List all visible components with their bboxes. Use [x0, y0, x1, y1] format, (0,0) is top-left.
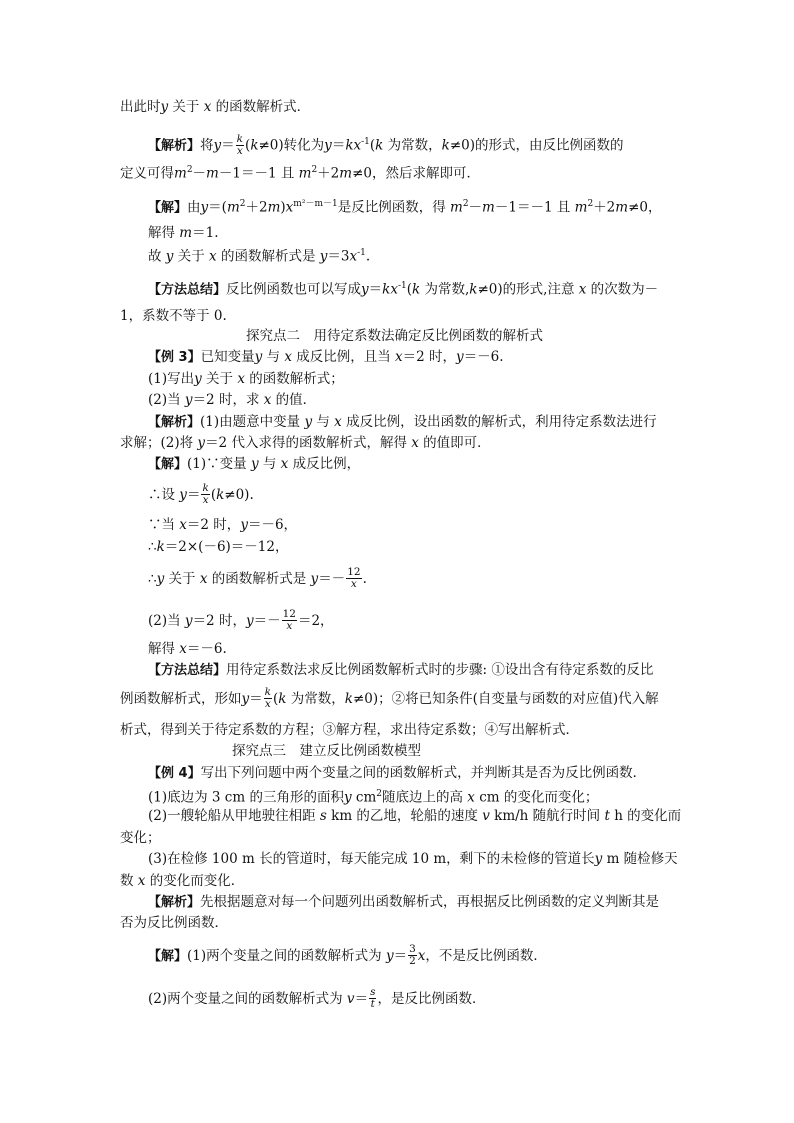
text-run: 先根据题意对每一个问题列出函数解析式，再根据反比例函数的定义判断其是: [200, 894, 660, 910]
section-heading: [246, 327, 543, 345]
text-run: m: [179, 225, 193, 241]
text-run: 析式，得到关于待定系数的方程；③解方程，求出待定系数；④写出解析式．: [120, 722, 579, 738]
text-run: 例函数解析式，形如: [120, 691, 242, 707]
text-run: m: [339, 165, 353, 182]
text-run: k: [250, 137, 259, 154]
text-run: y: [594, 851, 603, 867]
text-run: 反比例函数也可以写成: [226, 281, 362, 298]
text-run: 为常数,: [420, 281, 470, 298]
text-line: [148, 224, 219, 242]
text-run: 写出下列问题中两个变量之间的函数解析式，并判断其是否为反比例函数．: [200, 765, 647, 781]
text-run: ＝－: [318, 571, 346, 587]
text-run: y: [194, 371, 202, 387]
fraction-numerator: s: [370, 986, 376, 998]
superscript: 2: [311, 165, 318, 175]
text-run: 变化；: [120, 830, 161, 846]
text-line: [148, 484, 254, 507]
text-run: k: [216, 487, 225, 503]
text-run: (3)在检修 100 m 长的管道时，每天能完成 10 m，剩下的未检修的管道长: [148, 851, 595, 867]
text-line: [148, 807, 681, 825]
text-line: [148, 244, 370, 266]
text-run: km 的乙地，轮船的速度: [326, 808, 483, 824]
text-run: (1)底边为 3 cm 的三角形的面积: [148, 789, 344, 806]
text-run: m: [450, 199, 463, 216]
text-run: ＝3: [327, 248, 350, 265]
text-run: (2)当: [148, 392, 185, 408]
text-run: m 随检修天: [602, 851, 678, 867]
text-run: －1＝－1 且: [218, 165, 299, 182]
text-run: y: [160, 99, 169, 115]
label-bracket: 【解析】: [148, 895, 201, 910]
text-run: y: [310, 571, 319, 587]
text-run: 解得: [148, 641, 180, 657]
text-run: (: [406, 281, 413, 298]
text-run: y: [197, 435, 206, 451]
text-line: [148, 348, 504, 367]
text-run: ＋2: [593, 199, 616, 216]
text-run: y: [343, 789, 352, 806]
text-run: ＝－6，: [247, 517, 298, 533]
text-line: [120, 872, 244, 890]
text-run: ≠0)转化为: [258, 137, 325, 154]
text-run: kx: [382, 281, 398, 298]
fraction: [346, 567, 361, 590]
text-run: ＝1.: [192, 225, 219, 241]
label-bracket: 【解析】: [148, 415, 201, 430]
text-run: x: [467, 789, 475, 806]
text-run: km/h 随航行时间: [489, 808, 605, 824]
fraction: [201, 483, 209, 506]
fraction: [282, 609, 297, 632]
text-run: 关于: [201, 371, 238, 387]
text-run: ＝: [221, 137, 235, 154]
label-bracket: 【解】: [148, 949, 188, 964]
text-run: ＝2 时，: [402, 349, 457, 365]
text-line: [148, 277, 658, 300]
text-run: 关于: [168, 99, 204, 115]
text-run: 探究点二 用待定系数法确定反比例函数的解析式: [246, 328, 543, 344]
text-run: x: [349, 248, 358, 265]
text-run: 求解；(2)将: [120, 435, 198, 451]
text-line: [120, 829, 161, 847]
text-run: 用待定系数法求反比例函数解析式时的步骤: ①设出含有待定系数的反比: [226, 662, 654, 678]
text-run: 的函数解析式；: [244, 371, 344, 387]
fraction: [236, 134, 244, 157]
text-run: ＝(: [208, 199, 227, 216]
text-run: ∵当: [148, 517, 180, 533]
text-run: x: [280, 456, 289, 472]
text-run: y: [385, 948, 394, 964]
text-run: h 的变化而: [609, 808, 682, 824]
text-run: ＝2，: [297, 613, 334, 629]
text-run: ≠0，: [628, 199, 662, 216]
label-bracket: 【方法总结】: [148, 282, 227, 298]
section-heading: [232, 742, 421, 760]
text-run: (1)写出: [148, 371, 195, 387]
text-run: ＝: [368, 281, 383, 298]
text-run: ＝: [354, 991, 369, 1007]
text-run: 的值．: [271, 392, 317, 408]
text-run: ＝－6.: [463, 349, 504, 365]
fraction-denominator: 2: [409, 955, 416, 967]
text-run: m: [574, 199, 588, 216]
text-line: [120, 307, 227, 325]
text-run: 的值即可．: [418, 435, 491, 451]
text-run: ＝: [186, 487, 201, 503]
text-run: －: [192, 165, 207, 182]
text-run: 故: [148, 248, 166, 265]
fraction: [408, 944, 417, 967]
fraction-denominator: x: [264, 698, 271, 710]
text-run: ∴: [148, 539, 157, 555]
text-run: ＝2×(－6)＝－12，: [164, 539, 289, 555]
text-run: x: [411, 435, 419, 451]
text-line: [148, 893, 659, 912]
text-run: 的次数为－: [586, 281, 659, 298]
text-run: 1，系数不等于 0.: [120, 308, 227, 324]
text-run: ＝: [249, 691, 263, 707]
text-run: k: [441, 137, 450, 154]
fraction-numerator: k: [264, 686, 272, 698]
text-line: [148, 785, 598, 807]
text-run: cm 的变化而变化；: [474, 789, 599, 806]
text-run: k: [412, 281, 421, 298]
superscript: 2: [587, 199, 594, 209]
text-run: ＝2 时，: [186, 517, 241, 533]
text-run: －: [468, 199, 483, 216]
text-run: x: [417, 948, 426, 964]
text-line: [148, 413, 657, 432]
superscript: 2: [376, 789, 382, 799]
text-run: ≠0)；②将已知条件(自变量与函数的对应值)代入解: [352, 691, 659, 707]
text-run: 的函数解析式．: [211, 99, 311, 115]
text-run: x: [334, 414, 342, 430]
text-run: 成反比例，: [288, 456, 361, 472]
text-run: s: [319, 808, 327, 824]
text-run: y: [304, 414, 313, 430]
label-bracket: 【解】: [148, 457, 188, 472]
fraction-denominator: x: [350, 578, 357, 590]
text-run: 关于: [173, 248, 210, 265]
text-run: k: [344, 691, 353, 707]
fraction-numerator: k: [202, 482, 209, 494]
text-run: ≠0，然后求解即可．: [352, 165, 480, 182]
text-run: m: [226, 199, 240, 216]
text-run: 解得: [148, 225, 180, 241]
superscript: m²－m－1: [293, 199, 338, 209]
superscript: -1: [361, 137, 370, 147]
text-run: ∴设: [148, 487, 180, 503]
superscript: 2: [462, 199, 469, 209]
text-run: ≠0)的形式,注意: [477, 281, 579, 298]
text-run: (2)两个变量之间的函数解析式为: [148, 991, 347, 1007]
text-run: y: [361, 281, 369, 298]
text-run: ＝: [331, 137, 346, 154]
text-line: [148, 455, 360, 474]
fraction-numerator: 3: [409, 943, 416, 955]
superscript: 2: [186, 165, 193, 175]
text-line: [148, 850, 678, 868]
text-run: x: [203, 99, 212, 115]
text-run: k: [375, 137, 384, 154]
text-line: [148, 370, 344, 388]
text-line: [148, 945, 547, 968]
superscript: -1: [357, 248, 366, 258]
text-run: (: [210, 487, 217, 503]
label-bracket: 【解】: [148, 200, 188, 216]
text-run: y: [245, 613, 254, 629]
text-line: [148, 640, 227, 658]
text-run: y: [254, 349, 263, 365]
text-line: [120, 721, 579, 739]
text-line: [148, 538, 288, 556]
text-run: k: [469, 281, 478, 298]
text-line: [148, 764, 646, 783]
text-run: 将: [200, 137, 214, 154]
text-run: 定义可得: [120, 165, 174, 182]
text-run: (1)两个变量之间的函数解析式为: [187, 948, 386, 964]
text-run: x: [263, 392, 272, 408]
text-run: ＝－6.: [186, 641, 227, 657]
text-run: (: [369, 137, 376, 154]
text-run: y: [241, 691, 250, 707]
fraction-numerator: 12: [347, 566, 361, 578]
text-run: m: [206, 165, 219, 182]
superscript: 2: [239, 199, 246, 209]
text-run: 为常数，: [383, 137, 442, 154]
text-line: [148, 516, 297, 534]
text-run: 与: [262, 349, 285, 365]
text-run: (2)当: [148, 613, 185, 629]
text-run: x: [578, 281, 587, 298]
text-run: 随底边上的高: [381, 789, 468, 806]
text-run: m: [482, 199, 495, 216]
text-run: k: [156, 539, 165, 555]
text-run: 的函数解析式是: [207, 571, 311, 587]
text-run: x: [199, 571, 208, 587]
text-run: x: [237, 371, 245, 387]
text-run: 由: [187, 199, 201, 216]
text-run: 成反比例，且当: [291, 349, 396, 365]
text-run: (1)∵变量: [187, 456, 251, 472]
text-run: (2)一艘轮船从甲地驶往相距: [148, 808, 320, 824]
fraction-denominator: x: [202, 494, 209, 506]
text-run: kx: [345, 137, 362, 154]
text-run: 关于: [164, 571, 200, 587]
fraction-numerator: k: [236, 132, 244, 145]
text-run: ≠0)的形式，由反比例函数的: [449, 137, 624, 154]
text-run: 的变化而变化．: [145, 873, 245, 889]
text-run: .: [362, 571, 367, 587]
text-run: .: [365, 248, 371, 265]
label-bracket: 【例 3】: [148, 350, 201, 365]
text-run: ，是反比例函数．: [377, 991, 486, 1007]
text-run: k: [278, 691, 287, 707]
text-run: x: [209, 248, 217, 265]
text-run: 出此时: [120, 99, 161, 115]
text-line: [148, 133, 624, 158]
text-line: [120, 434, 491, 452]
text-run: y: [165, 248, 174, 265]
text-run: 是反比例函数，得: [337, 199, 450, 216]
text-run: y: [240, 517, 248, 533]
text-run: 的函数解析式是: [216, 248, 320, 265]
text-run: y: [184, 392, 193, 408]
text-run: 已知变量: [200, 349, 255, 365]
text-run: 成反比例，设出函数的解析式，利用待定系数法进行: [341, 414, 657, 430]
fraction-denominator: t: [370, 998, 375, 1010]
text-line: [148, 195, 661, 218]
text-line: [148, 610, 334, 633]
text-run: ，不是反比例函数．: [425, 948, 547, 964]
text-run: ＝2 时，求: [192, 392, 264, 408]
fraction-denominator: x: [286, 620, 293, 632]
text-run: 探究点三 建立反比例函数模型: [232, 743, 421, 759]
label-bracket: 【方法总结】: [148, 663, 227, 678]
text-run: －1＝－1 且: [494, 199, 575, 216]
superscript: -1: [397, 281, 407, 291]
text-line: [120, 688, 659, 711]
text-run: y: [179, 487, 187, 503]
text-line: [148, 661, 653, 680]
text-run: (: [245, 137, 251, 154]
text-line: [148, 568, 367, 591]
text-run: m: [615, 199, 629, 216]
text-run: ＋2: [245, 199, 268, 216]
text-line: [148, 391, 316, 409]
fraction: [264, 687, 272, 710]
text-run: ∴: [148, 571, 157, 587]
fraction-denominator: x: [236, 144, 243, 157]
text-run: y: [319, 248, 328, 265]
text-run: ＝2 代入求得的函数解析式，解得: [205, 435, 412, 451]
text-run: ＝: [393, 948, 408, 964]
label-bracket: 【例 4】: [148, 766, 201, 781]
text-run: m: [174, 165, 187, 182]
text-run: ≠0).: [224, 487, 254, 503]
text-run: x: [179, 641, 187, 657]
text-run: ): [280, 199, 286, 216]
text-run: cm: [351, 789, 377, 806]
text-run: ＝－: [253, 613, 281, 629]
text-run: (: [273, 691, 279, 707]
text-run: 数: [120, 873, 138, 889]
text-run: ＝2 时，: [192, 613, 246, 629]
text-run: m: [267, 199, 281, 216]
text-line: [148, 988, 485, 1011]
text-run: x: [285, 199, 294, 216]
text-run: (1)由题意中变量: [200, 414, 305, 430]
text-run: y: [156, 571, 165, 587]
text-run: t: [604, 808, 610, 824]
text-run: 与: [258, 456, 281, 472]
text-run: m: [298, 165, 312, 182]
text-run: 否为反比例函数．: [120, 915, 228, 931]
text-line: [120, 161, 480, 183]
text-run: y: [456, 349, 464, 365]
text-run: x: [284, 349, 292, 365]
text-run: ＋2: [317, 165, 340, 182]
text-run: 与: [312, 414, 335, 430]
text-line: [120, 98, 310, 116]
text-line: [120, 914, 228, 932]
label-bracket: 【解析】: [148, 138, 201, 154]
text-run: x: [179, 517, 187, 533]
fraction: [369, 987, 376, 1010]
text-run: x: [137, 873, 146, 889]
text-run: 为常数，: [286, 691, 345, 707]
text-run: y: [184, 613, 193, 629]
text-run: v: [482, 808, 490, 824]
text-run: y: [200, 199, 209, 216]
fraction-numerator: 12: [282, 608, 296, 620]
text-run: x: [395, 349, 403, 365]
text-run: y: [213, 137, 222, 154]
text-run: v: [346, 991, 355, 1007]
text-run: y: [250, 456, 259, 472]
text-run: y: [324, 137, 332, 154]
